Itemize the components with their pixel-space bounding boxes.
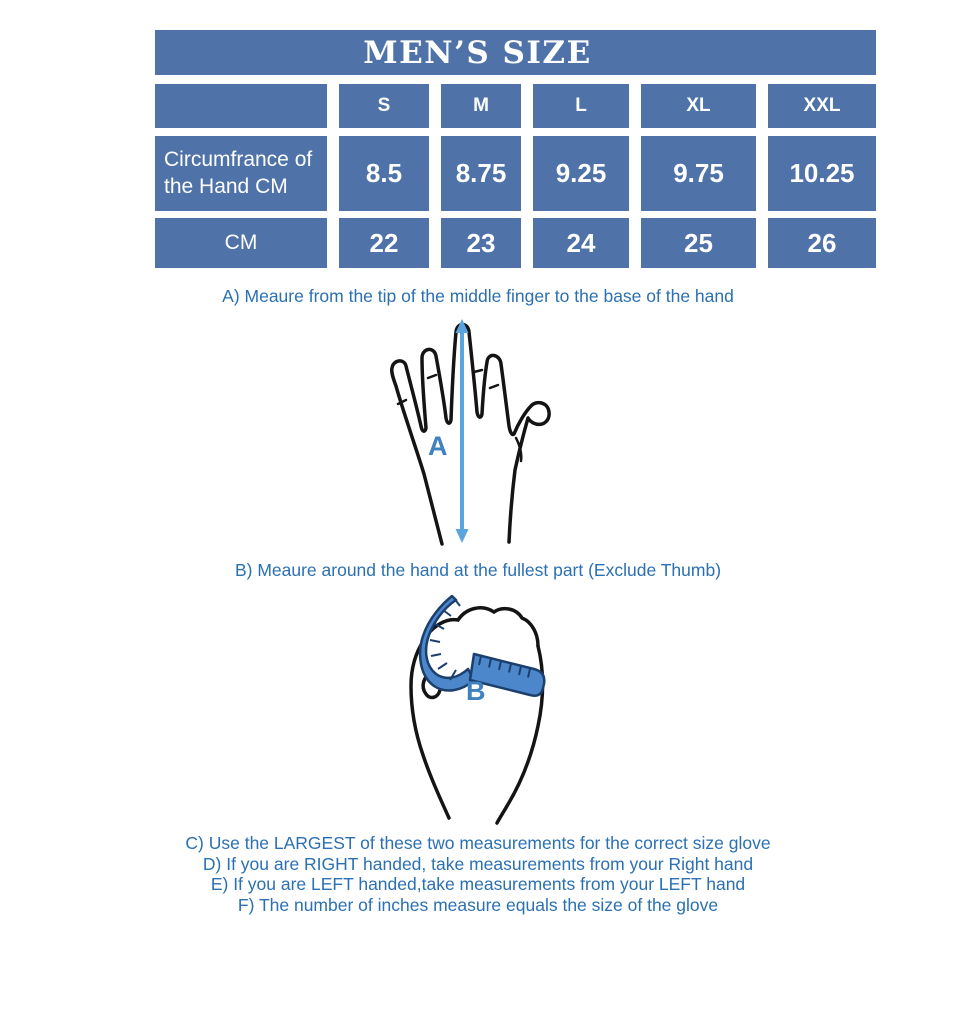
- hand-circumference-diagram: [400, 592, 570, 828]
- circumference-value-xl: 9.75: [641, 136, 756, 211]
- instruction-d: D) If you are RIGHT handed, take measurements from your Right hand: [202, 853, 754, 874]
- circumference-value-xxl: 10.25: [768, 136, 876, 211]
- circumference-row: [155, 136, 876, 211]
- tape-curl-tick-marks: [430, 598, 460, 680]
- size-header-s: S: [339, 84, 429, 128]
- size-header-l: L: [533, 84, 629, 128]
- size-header-m: M: [441, 84, 521, 128]
- circumference-value-l: 9.25: [533, 136, 629, 211]
- instruction-e: E) If you are LEFT handed,take measurements from your LEFT hand: [210, 874, 746, 894]
- cm-value-xxl: 26: [768, 218, 876, 268]
- size-header-xl: XL: [641, 84, 756, 128]
- cm-value-s: 22: [339, 218, 429, 268]
- table-title-bar: [155, 30, 876, 75]
- circumference-value-m: 8.75: [441, 136, 521, 211]
- instruction-b: B) Meaure around the hand at the fullest part (Exclude Thumb): [234, 560, 722, 580]
- cm-row-label: CM: [155, 218, 327, 268]
- diagram-label-b: B: [466, 676, 486, 706]
- instruction-a: A) Meaure from the tip of the middle finger to the base of the hand: [222, 286, 734, 306]
- size-header-xxl: XXL: [768, 84, 876, 128]
- hand-outline: [392, 325, 549, 545]
- cm-value-xl: 25: [641, 218, 756, 268]
- diagram-label-a: A: [428, 431, 448, 461]
- cm-value-m: 23: [441, 218, 521, 268]
- instructions-block: [0, 833, 956, 915]
- table-title: MEN’S SIZE: [363, 34, 592, 71]
- header-blank-cell: [155, 84, 327, 128]
- circumference-value-s: 8.5: [339, 136, 429, 211]
- cm-value-l: 24: [533, 218, 629, 268]
- mens-size-table: [155, 30, 876, 268]
- instruction-c: C) Use the LARGEST of these two measurements for the correct size glove: [185, 833, 771, 853]
- hand-length-diagram: [378, 312, 556, 547]
- circumference-row-label: Circumfrance of the Hand CM: [155, 136, 327, 211]
- size-header-row: [155, 84, 876, 128]
- instruction-f: F) The number of inches measure equals the size of the glove: [237, 894, 719, 915]
- cm-row: [155, 218, 876, 268]
